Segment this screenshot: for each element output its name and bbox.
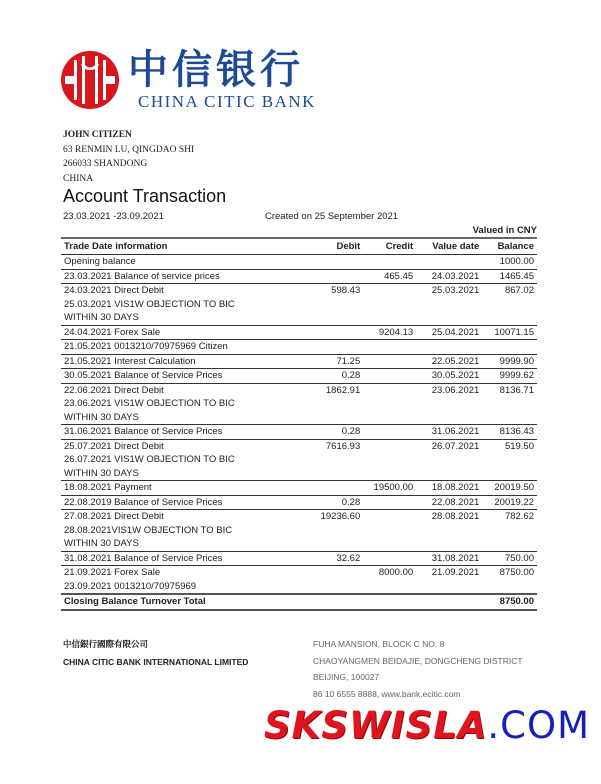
cell-debit xyxy=(298,566,363,580)
cell-description: 26.07.2021 VIS1W OBJECTION TO BIC xyxy=(64,454,235,465)
cell-balance: 519.50 xyxy=(482,439,537,453)
table-row xyxy=(61,284,537,298)
page-title: Account Transaction xyxy=(63,186,227,206)
cell-credit xyxy=(363,580,416,595)
cell-description: 30.05.2021 Balance of Service Prices xyxy=(61,369,298,384)
closing-balance-row xyxy=(61,594,537,610)
cell-value-date: 31.06.2021 xyxy=(416,425,482,440)
cell-value-date xyxy=(416,411,482,425)
table-row xyxy=(61,510,537,524)
header-value-date: Value date xyxy=(416,238,482,255)
cell-description: 21.05.2021 Interest Calculation xyxy=(61,354,298,369)
table-row xyxy=(61,369,537,384)
cell-credit xyxy=(363,510,416,524)
issuer-address-line-3: BEIJING, 100027 xyxy=(313,672,380,682)
cell-value-date xyxy=(416,255,482,270)
address-line-1: 63 RENMIN LU, QINGDAO SHI xyxy=(63,144,195,155)
cell-balance xyxy=(482,467,537,481)
cell-value-date xyxy=(416,580,482,595)
bank-logo xyxy=(60,48,316,114)
cell-description: 24.03.2021 Direct Debit xyxy=(61,284,298,298)
cell-description: 23.06.2021 VIS1W OBJECTION TO BIC xyxy=(64,398,235,409)
address-line-2: 266033 SHANDONG xyxy=(63,159,148,169)
closing-description: Closing Balance Turnover Total xyxy=(61,594,298,610)
cell-value-date: 18.08.2021 xyxy=(416,481,482,496)
table-row xyxy=(61,537,537,551)
cell-balance xyxy=(482,311,537,325)
issuer-name-english: CHINA CITIC BANK INTERNATIONAL LIMITED xyxy=(63,657,249,667)
cell-value-date: 22.05.2021 xyxy=(416,354,482,369)
cell-balance: 9999.62 xyxy=(482,369,537,384)
citic-emblem-icon xyxy=(60,50,120,110)
cell-balance xyxy=(482,537,537,551)
cell-credit xyxy=(363,411,416,425)
cell-balance xyxy=(482,397,537,411)
cell-description: WITHIN 30 DAYS xyxy=(64,411,139,423)
cell-description: WITHIN 30 DAYS xyxy=(64,467,139,479)
cell-credit xyxy=(363,397,416,411)
cell-description: 28.08.2021VIS1W OBJECTION TO BIC xyxy=(64,524,233,536)
created-date: Created on 25 September 2021 xyxy=(265,211,399,222)
cell-balance xyxy=(482,524,537,538)
cell-balance: 20019.50 xyxy=(482,481,537,496)
table-row xyxy=(61,269,537,284)
table-row xyxy=(61,411,537,425)
issuer-address-line-1: FUHA MANSION, BLOCK C NO. 8 xyxy=(313,639,445,649)
table-row xyxy=(61,397,537,411)
cell-credit xyxy=(363,524,416,538)
cell-description: 25.03.2021 VIS1W OBJECTION TO BIC xyxy=(64,298,235,310)
watermark xyxy=(264,704,590,747)
cell-debit xyxy=(298,580,363,595)
cell-value-date: 31.08.2021 xyxy=(416,551,482,566)
cell-balance xyxy=(482,411,537,425)
cell-balance: 1000.00 xyxy=(482,255,537,270)
cell-balance: 10071.15 xyxy=(482,325,537,340)
header-description: Trade Date information xyxy=(61,238,298,255)
cell-credit xyxy=(363,537,416,551)
table-row xyxy=(61,566,537,580)
cell-balance xyxy=(482,453,537,467)
cell-balance: 9999.90 xyxy=(482,354,537,369)
cell-debit xyxy=(298,298,363,312)
cell-credit xyxy=(363,311,416,325)
table-row xyxy=(61,311,537,325)
cell-balance: 8136.43 xyxy=(482,425,537,440)
cell-value-date xyxy=(416,453,482,467)
table-row xyxy=(61,425,537,440)
cell-debit: 598.43 xyxy=(298,284,363,298)
bank-name-english: CHINA CITIC BANK xyxy=(138,92,316,111)
cell-value-date: 23.06.2021 xyxy=(416,383,482,397)
cell-credit xyxy=(363,467,416,481)
cell-credit xyxy=(363,284,416,298)
table-row xyxy=(61,551,537,566)
cell-description: 31.08.2021 Balance of Service Prices xyxy=(61,551,298,566)
cell-description: 22.06.2021 Direct Debit xyxy=(61,383,298,397)
cell-balance: 1465.45 xyxy=(482,269,537,284)
cell-debit xyxy=(298,411,363,425)
cell-debit xyxy=(298,255,363,270)
cell-credit xyxy=(363,340,416,355)
watermark-name: SKSWISLA xyxy=(264,704,488,747)
cell-value-date: 28.08.2021 xyxy=(416,510,482,524)
currency-note: Valued in CNY xyxy=(472,225,537,236)
issuer-block xyxy=(63,637,248,671)
cell-balance: 8136.71 xyxy=(482,383,537,397)
closing-debit xyxy=(298,594,363,610)
issuer-address-block xyxy=(313,636,523,702)
cell-value-date: 22.08.2021 xyxy=(416,495,482,510)
closing-credit xyxy=(363,594,416,610)
cell-balance xyxy=(482,580,537,595)
cell-description: 25.07.2021 Direct Debit xyxy=(61,439,298,453)
table-row xyxy=(61,383,537,397)
cell-credit xyxy=(363,551,416,566)
cell-balance: 750.00 xyxy=(482,551,537,566)
cell-description: WITHIN 30 DAYS xyxy=(64,312,139,323)
cell-description: 22.08.2019 Balance of Service Prices xyxy=(61,495,298,510)
cell-debit xyxy=(298,481,363,496)
cell-value-date xyxy=(416,298,482,312)
cell-credit xyxy=(363,453,416,467)
table-row xyxy=(61,453,537,467)
closing-value-date xyxy=(416,594,482,610)
table-row xyxy=(61,580,537,595)
cell-debit xyxy=(298,340,363,355)
cell-value-date xyxy=(416,524,482,538)
cell-credit xyxy=(363,255,416,270)
cell-value-date: 21.09.2021 xyxy=(416,566,482,580)
cell-debit xyxy=(298,467,363,481)
cell-balance: 782.62 xyxy=(482,510,537,524)
cell-value-date xyxy=(416,340,482,355)
header-debit: Debit xyxy=(298,238,363,255)
cell-value-date xyxy=(416,537,482,551)
cell-description: Opening balance xyxy=(61,255,298,270)
cell-description: 18.08.2021 Payment xyxy=(61,481,298,496)
cell-value-date: 25.04.2021 xyxy=(416,325,482,340)
cell-description: 21.05.2021 0013210/70975969 Citizen xyxy=(61,340,298,355)
cell-description: 21.09.2021 Forex Sale xyxy=(61,566,298,580)
table-header-row xyxy=(61,238,537,255)
transaction-table xyxy=(61,237,537,611)
cell-value-date: 26.07.2021 xyxy=(416,439,482,453)
header-credit: Credit xyxy=(363,238,416,255)
cell-debit xyxy=(298,453,363,467)
table-row xyxy=(61,439,537,453)
cell-description: 23.03.2021 Balance of service prices xyxy=(61,269,298,284)
cell-credit xyxy=(363,369,416,384)
cell-credit: 465.45 xyxy=(363,269,416,284)
table-row xyxy=(61,298,537,312)
cell-debit: 1862.91 xyxy=(298,383,363,397)
cell-credit xyxy=(363,354,416,369)
closing-balance: 8750.00 xyxy=(482,594,537,610)
table-row xyxy=(61,481,537,496)
cell-credit xyxy=(363,495,416,510)
cell-credit: 8000.00 xyxy=(363,566,416,580)
cell-debit: 19236.60 xyxy=(298,510,363,524)
table-row xyxy=(61,325,537,340)
cell-credit xyxy=(363,298,416,312)
cell-debit: 0.28 xyxy=(298,425,363,440)
cell-debit xyxy=(298,325,363,340)
cell-balance: 8750.00 xyxy=(482,566,537,580)
cell-credit: 19500.00 xyxy=(363,481,416,496)
cell-debit: 71.25 xyxy=(298,354,363,369)
issuer-contact: 86 10 6555 8888, www.bank.ecitic.com xyxy=(313,688,461,699)
table-row xyxy=(61,467,537,481)
table-row xyxy=(61,340,537,355)
table-row xyxy=(61,524,537,538)
issuer-address-line-2: CHAOYANGMEN BEIDAJIE, DONGCHENG DISTRICT xyxy=(313,655,523,666)
cell-value-date: 30.05.2021 xyxy=(416,369,482,384)
customer-name: JOHN CITIZEN xyxy=(63,130,132,140)
cell-balance: 867.02 xyxy=(482,284,537,298)
cell-debit: 0.28 xyxy=(298,495,363,510)
cell-debit: 0.28 xyxy=(298,369,363,384)
cell-description: 23.09.2021 0013210/70975969 xyxy=(64,580,197,592)
cell-credit: 9204.13 xyxy=(363,325,416,340)
cell-debit: 32.62 xyxy=(298,551,363,566)
cell-description: 31.06.2021 Balance of Service Prices xyxy=(61,425,298,440)
customer-address-block xyxy=(63,128,194,186)
cell-value-date: 25.03.2021 xyxy=(416,284,482,298)
table-row xyxy=(61,495,537,510)
cell-value-date xyxy=(416,397,482,411)
cell-value-date xyxy=(416,467,482,481)
cell-debit xyxy=(298,311,363,325)
statement-period: 23.03.2021 -23.09.2021 xyxy=(63,211,164,222)
cell-credit xyxy=(363,383,416,397)
cell-value-date xyxy=(416,311,482,325)
cell-balance xyxy=(482,298,537,312)
table-row xyxy=(61,255,537,270)
cell-debit: 7616.93 xyxy=(298,439,363,453)
cell-description: 24.04.2021 Forex Sale xyxy=(61,325,298,340)
cell-description: 27.08.2021 Direct Debit xyxy=(61,510,298,524)
cell-debit xyxy=(298,537,363,551)
cell-debit xyxy=(298,524,363,538)
cell-debit xyxy=(298,397,363,411)
cell-balance xyxy=(482,340,537,355)
address-country: CHINA xyxy=(63,173,94,184)
cell-debit xyxy=(298,269,363,284)
cell-credit xyxy=(363,425,416,440)
bank-name-chinese: 中信银行 xyxy=(128,46,304,93)
issuer-name-chinese: 中信銀行國際有限公司 xyxy=(63,640,149,650)
cell-description: WITHIN 30 DAYS xyxy=(64,538,139,549)
cell-credit xyxy=(363,439,416,453)
header-balance: Balance xyxy=(482,238,537,255)
table-row xyxy=(61,354,537,369)
cell-value-date: 24.03.2021 xyxy=(416,269,482,284)
cell-balance: 20019.22 xyxy=(482,495,537,510)
watermark-domain: .COM xyxy=(487,704,591,747)
